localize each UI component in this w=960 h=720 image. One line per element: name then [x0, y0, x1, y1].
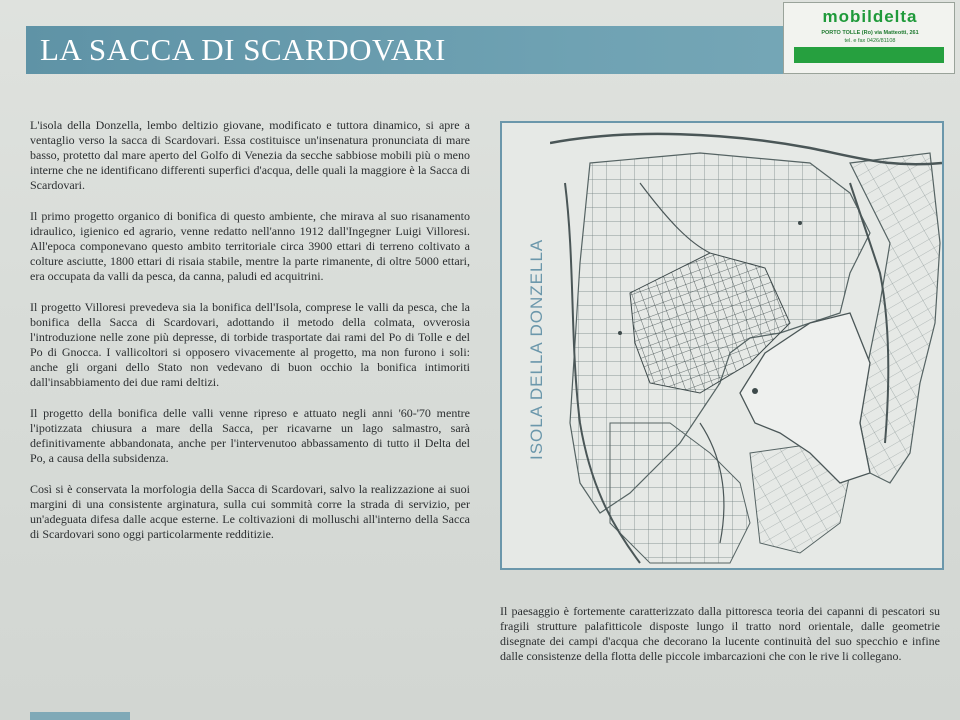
paragraph-5: Così si è conservata la morfologia della Sacca di Scardovari, salvo la realizzazione ai suoi margini di una consistente arginatura, sulla cui sommità corre la strada di servizio, per un'adeguata difesa dalle acque esterne. Le coltivazioni di molluschi all'interno della Sacca di Scardovari sono oggi particolarmente redditizie. [30, 482, 470, 541]
map-settlement-marker [618, 331, 622, 335]
paragraph-3: Il progetto Villoresi prevedeva sia la bonifica dell'Isola, comprese le valli da pesca, che la bonifica della Sacca di Scardovari, adottando il metodo della colmata, ovverosia l'introduzione nelle zone più depresse, di torbide trasportate dai rami del Po di Tolle e del Po di Gnocca. I vallicoltori si opposero vivacemente al progetto, ma non furono i soli: anche gli organi dello Stato non vedevano di buon occhio la bonifica intimoriti dall'insabbiamento dei due rami deltizi. [30, 300, 470, 389]
sponsor-logo [783, 2, 955, 74]
map-right-bank [850, 153, 940, 483]
logo-name: mobildelta [822, 7, 918, 26]
map-caption: Il paesaggio è fortemente caratterizzato dalla pittoresca teoria dei capanni di pescatori su fragili strutture palafitticole disposte lungo il tratto nord orientale, dalle geometrie disegnate dei campi d'acqua che decorano la lucente continuità del suo specchio e infine dalle consistenze della flotta delle piccole imbarcazioni che con le rive li collegano. [500, 604, 940, 663]
logo-green-bar [794, 47, 944, 63]
map-label: ISOLA DELLA DONZELLA [527, 238, 546, 460]
bottom-accent-strip [30, 712, 130, 720]
logo-phone: tel. e fax 0426/81108 [844, 38, 896, 44]
text-column [30, 118, 470, 558]
paragraph-2: Il primo progetto organico di bonifica di questo ambiente, che mirava al suo risanamento idraulico, igienico ed agrario, venne redatto nell'anno 1912 dall'Ingegner Luigi Villoresi. All'epoca componevano questo ambito territoriale circa 3900 ettari di terreno coltivato a colture asciutte, 1800 ettari di risaia stabile, mentre la parte rimanente, di oltre 5000 ettari, era occupata da valli da pesca, da canna, paludi ed acquitrini. [30, 209, 470, 283]
map-lower-land [610, 423, 750, 563]
paragraph-1: L'isola della Donzella, lembo deltizio giovane, modificato e tuttora dinamico, si apre a ventaglio verso la sacca di Scardovari. Essa costituisce un'insenatura pronunciata di mare basso, protetto dal mare aperto del Golfo di Venezia da secche sabbiose mobili più o meno interne che ne identificano differenti superfici d'acqua, delle quali la maggiore è la Sacca di Scardovari. [30, 118, 470, 192]
paragraph-4: Il progetto della bonifica delle valli venne ripreso e attuato negli anni '60-'70 mentre l'ipotizzata chiusura a mare della Sacca, per ricavarne un lago salmastro, sarà definitivamente abbandonata, anche per l'intervenutoo abbassamento di tutto il Delta del Po, a causa della subsidenza. [30, 406, 470, 465]
logo-address: PORTO TOLLE (Ro) via Matteotti, 261 [821, 30, 919, 36]
page-title: LA SACCA DI SCARDOVARI [40, 32, 446, 67]
map-settlement-marker [752, 388, 758, 394]
map-illustration [550, 123, 942, 568]
map-settlement-marker [798, 221, 802, 225]
